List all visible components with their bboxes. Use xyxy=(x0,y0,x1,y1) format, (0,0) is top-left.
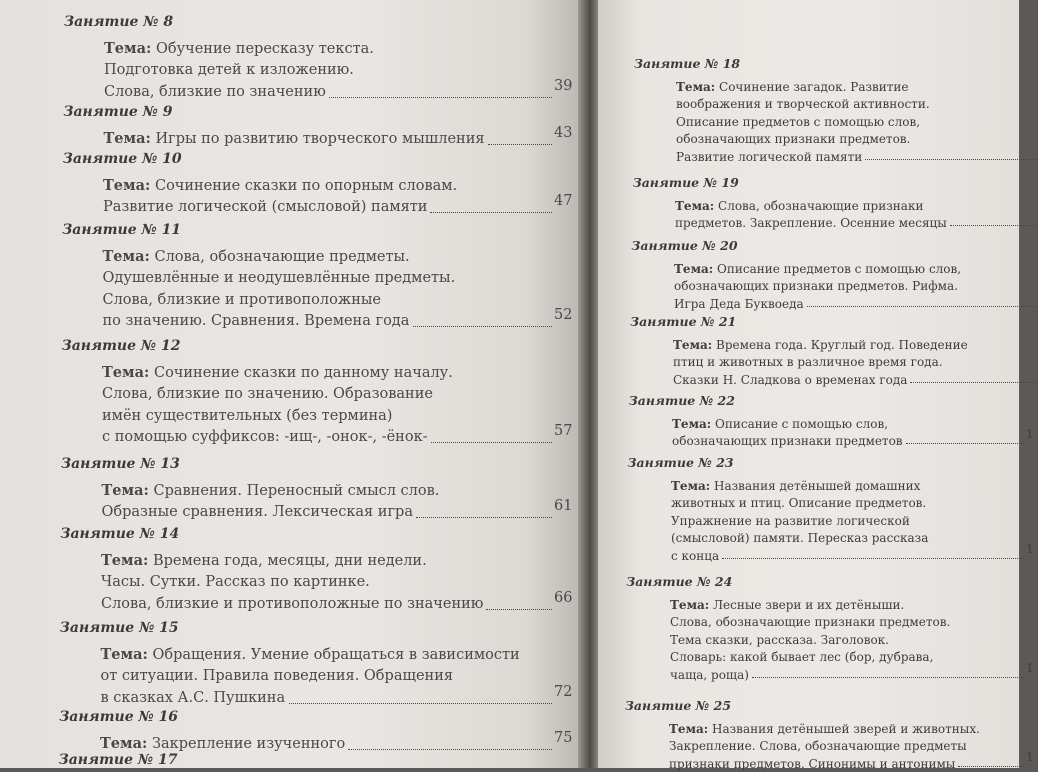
toc-line-text: Тема: Обращения. Умение обращаться в зависимости xyxy=(100,645,520,663)
toc-line-text: Развитие логической (смысловой) памяти xyxy=(103,199,428,215)
lesson-topic-line xyxy=(671,475,920,494)
lesson-heading: Занятие № 14 xyxy=(60,526,180,542)
leader-dots xyxy=(958,766,1024,767)
leader-dots xyxy=(431,442,552,443)
page-number: 1 xyxy=(1026,541,1034,556)
lesson-description-line xyxy=(104,59,354,78)
toc-line-text: Подготовка детей к изложению. xyxy=(104,62,354,78)
page-number: 61 xyxy=(554,498,573,514)
lesson-description-line xyxy=(102,501,413,520)
lesson-heading: Занятие № 18 xyxy=(634,56,741,71)
toc-line-text: имён существительных (без термина) xyxy=(102,407,393,424)
toc-line-text: Тема: Сочинение сказки по данному началу. xyxy=(102,363,453,381)
toc-line-text: с конца xyxy=(671,548,720,563)
toc-line-text: Тема: Слова, обозначающие предметы. xyxy=(102,247,410,265)
toc-line-text: Тема: Игры по развитию творческого мышления xyxy=(103,129,485,147)
lesson-topic-line xyxy=(102,362,453,381)
toc-line-text: птиц и животных в различное время года. xyxy=(673,355,943,369)
toc-line-text: Тема: Слова, обозначающие признаки xyxy=(675,198,924,213)
leader-dots xyxy=(289,703,552,704)
lesson-description-line xyxy=(102,405,392,424)
lesson-description-line xyxy=(103,267,456,286)
leader-dots xyxy=(329,97,552,98)
toc-line-text: Слова, близкие по значению. Образование xyxy=(102,386,433,402)
lesson-description-line xyxy=(673,351,943,370)
leader-dots xyxy=(752,677,1024,678)
toc-line-text: Тема: Времена года, месяцы, дни недели. xyxy=(101,551,427,569)
lesson-description-line xyxy=(671,492,926,511)
lesson-heading: Занятие № 8 xyxy=(64,14,174,30)
lesson-topic-line xyxy=(676,76,909,95)
lesson-description-line xyxy=(101,665,454,684)
leader-dots xyxy=(430,212,552,213)
lesson-description-line xyxy=(102,383,433,402)
lesson-topic-line xyxy=(669,718,980,737)
lesson-topic-line xyxy=(101,550,427,569)
toc-line-text: Тема: Обучение пересказу текста. xyxy=(104,39,374,57)
lesson-heading: Занятие № 16 xyxy=(59,709,179,725)
leader-dots xyxy=(722,558,1024,559)
lesson-description-line xyxy=(676,128,910,147)
toc-line-text: Упражнение на развитие логической xyxy=(671,513,910,528)
lesson-heading: Занятие № 24 xyxy=(626,574,733,589)
lesson-description-line xyxy=(675,212,947,231)
toc-line-text: Тема: Сочинение загадок. Развитие xyxy=(676,79,909,94)
lesson-topic-line xyxy=(103,246,410,265)
lesson-topic-line xyxy=(104,128,485,147)
page-number: 1 xyxy=(1026,660,1034,675)
lesson-heading: Занятие № 12 xyxy=(61,338,181,354)
leader-dots xyxy=(348,749,552,750)
toc-line-text: (смысловой) памяти. Пересказ рассказа xyxy=(671,531,929,545)
toc-line-text: Тема: Времена года. Круглый год. Поведение xyxy=(673,337,968,352)
lesson-description-line xyxy=(670,664,749,683)
toc-line-text: Тема: Описание с помощью слов, xyxy=(672,416,889,431)
page-number: 39 xyxy=(554,77,573,94)
lesson-description-line xyxy=(102,426,428,445)
lesson-description-line xyxy=(671,510,910,529)
leader-dots xyxy=(865,159,1038,160)
leader-dots xyxy=(950,225,1038,226)
lesson-description-line xyxy=(669,735,967,754)
toc-line-text: Часы. Сутки. Рассказ по картинке. xyxy=(101,574,370,590)
toc-line-text: по значению. Сравнения. Времена года xyxy=(102,313,410,329)
toc-line-text: Словарь: какой бывает лес (бор, дубрава, xyxy=(670,650,934,664)
lesson-heading: Занятие № 13 xyxy=(61,456,180,472)
lesson-topic-line xyxy=(102,480,440,499)
leader-dots xyxy=(906,443,1024,444)
lesson-description-line xyxy=(671,527,928,546)
leader-dots xyxy=(807,306,1038,307)
toc-line-text: Слова, близкие по значению xyxy=(104,83,326,100)
page-number: 47 xyxy=(554,193,573,209)
lesson-heading: Занятие № 15 xyxy=(59,620,179,636)
lesson-topic-line xyxy=(672,413,888,432)
lesson-topic-line xyxy=(103,175,457,194)
page-number: 1 xyxy=(1026,749,1034,764)
lesson-topic-line xyxy=(101,644,520,663)
toc-line-text: Тема: Описание предметов с помощью слов, xyxy=(674,261,962,276)
toc-line-text: Слова, обозначающие признаки предметов. xyxy=(670,615,951,629)
toc-line-text: Слова, близкие и противоположные xyxy=(102,291,381,308)
toc-line-text: признаки предметов. Синонимы и антонимы xyxy=(669,756,956,771)
toc-line-text: Тема: Названия детёнышей зверей и животных. xyxy=(669,721,980,736)
lesson-description-line xyxy=(101,571,370,590)
toc-line-text: обозначающих признаки предметов. xyxy=(676,132,911,146)
lesson-heading: Занятие № 17 xyxy=(58,752,178,768)
toc-line-text: обозначающих признаки предметов xyxy=(672,434,903,448)
lesson-topic-line xyxy=(673,334,968,353)
lesson-heading: Занятие № 25 xyxy=(624,698,732,713)
toc-line-text: Образные сравнения. Лексическая игра xyxy=(101,504,413,520)
lesson-heading: Занятие № 10 xyxy=(62,151,182,167)
right-page xyxy=(598,0,1034,771)
lesson-heading: Занятие № 19 xyxy=(632,175,739,190)
page-number: 57 xyxy=(554,423,573,439)
toc-line-text: Тема: Сравнения. Переносный смысл слов. xyxy=(101,481,440,499)
toc-line-text: Описание предметов с помощью слов, xyxy=(676,114,921,129)
toc-line-text: чаща, роща) xyxy=(670,667,749,682)
page-number: 52 xyxy=(554,307,573,323)
lesson-description-line xyxy=(103,289,381,308)
leader-dots xyxy=(413,326,552,327)
lesson-description-line xyxy=(101,687,286,706)
leader-dots xyxy=(416,517,552,518)
lesson-description-line xyxy=(103,310,410,329)
leader-dots xyxy=(488,144,552,145)
lesson-topic-line xyxy=(100,733,345,752)
toc-line-text: Закрепление. Слова, обозначающие предметы xyxy=(669,739,967,753)
toc-line-text: Тема: Названия детёнышей домашних xyxy=(671,478,921,493)
toc-line-text: Сказки Н. Сладкова о временах года xyxy=(673,372,908,387)
lesson-topic-line xyxy=(675,195,923,214)
lesson-description-line xyxy=(669,753,955,772)
lesson-topic-line xyxy=(670,594,904,613)
lesson-description-line xyxy=(676,111,920,130)
toc-line-text: от ситуации. Правила поведения. Обращения xyxy=(100,668,454,684)
lesson-description-line xyxy=(674,275,958,294)
toc-line-text: с помощью суффиксов: -ищ-, -онок-, -ёнок- xyxy=(102,429,428,445)
lesson-description-line xyxy=(670,629,889,648)
lesson-topic-line xyxy=(674,258,961,277)
lesson-description-line xyxy=(676,93,930,112)
lesson-description-line xyxy=(103,196,427,215)
lesson-heading: Занятие № 11 xyxy=(62,222,182,238)
toc-line-text: Слова, близкие и противоположные по значению xyxy=(101,595,484,612)
lesson-heading: Занятие № 22 xyxy=(628,393,735,408)
toc-line-text: Тема: Закрепление изученного xyxy=(100,734,346,752)
page-number: 72 xyxy=(554,683,573,700)
page-number: 1 xyxy=(1026,427,1034,441)
toc-line-text: Тема: Сочинение сказки по опорным словам. xyxy=(103,176,458,194)
lesson-heading: Занятие № 20 xyxy=(631,238,738,253)
toc-line-text: в сказках А.С. Пушкина xyxy=(100,689,286,706)
lesson-description-line xyxy=(673,369,907,388)
lesson-description-line xyxy=(676,146,862,165)
toc-line-text: обозначающих признаки предметов. Рифма. xyxy=(674,279,958,293)
toc-line-text: Тема: Лесные звери и их детёныши. xyxy=(670,597,905,612)
lesson-topic-line xyxy=(104,38,374,57)
page-number: 66 xyxy=(554,589,573,606)
leader-dots xyxy=(910,382,1038,383)
toc-line-text: Развитие логической памяти xyxy=(676,149,863,164)
lesson-description-line xyxy=(674,293,804,312)
toc-line-text: воображения и творческой активности. xyxy=(676,97,930,111)
leader-dots xyxy=(486,609,552,610)
lesson-description-line xyxy=(670,611,950,630)
lesson-heading: Занятие № 9 xyxy=(63,104,173,120)
lesson-heading: Занятие № 21 xyxy=(630,314,737,329)
lesson-heading: Занятие № 23 xyxy=(627,455,734,470)
lesson-description-line xyxy=(101,593,483,612)
toc-line-text: предметов. Закрепление. Осенние месяцы xyxy=(675,216,947,230)
lesson-description-line xyxy=(670,646,933,665)
lesson-description-line xyxy=(672,430,903,449)
page-number: 43 xyxy=(554,124,573,141)
toc-line-text: животных и птиц. Описание предметов. xyxy=(671,496,927,510)
toc-line-text: Тема сказки, рассказа. Заголовок. xyxy=(670,632,889,647)
lesson-description-line xyxy=(671,545,719,564)
toc-line-text: Игра Деда Буквоеда xyxy=(674,296,804,311)
toc-line-text: Одушевлённые и неодушевлённые предметы. xyxy=(102,270,456,286)
lesson-description-line xyxy=(104,81,326,100)
page-number: 75 xyxy=(554,729,573,746)
